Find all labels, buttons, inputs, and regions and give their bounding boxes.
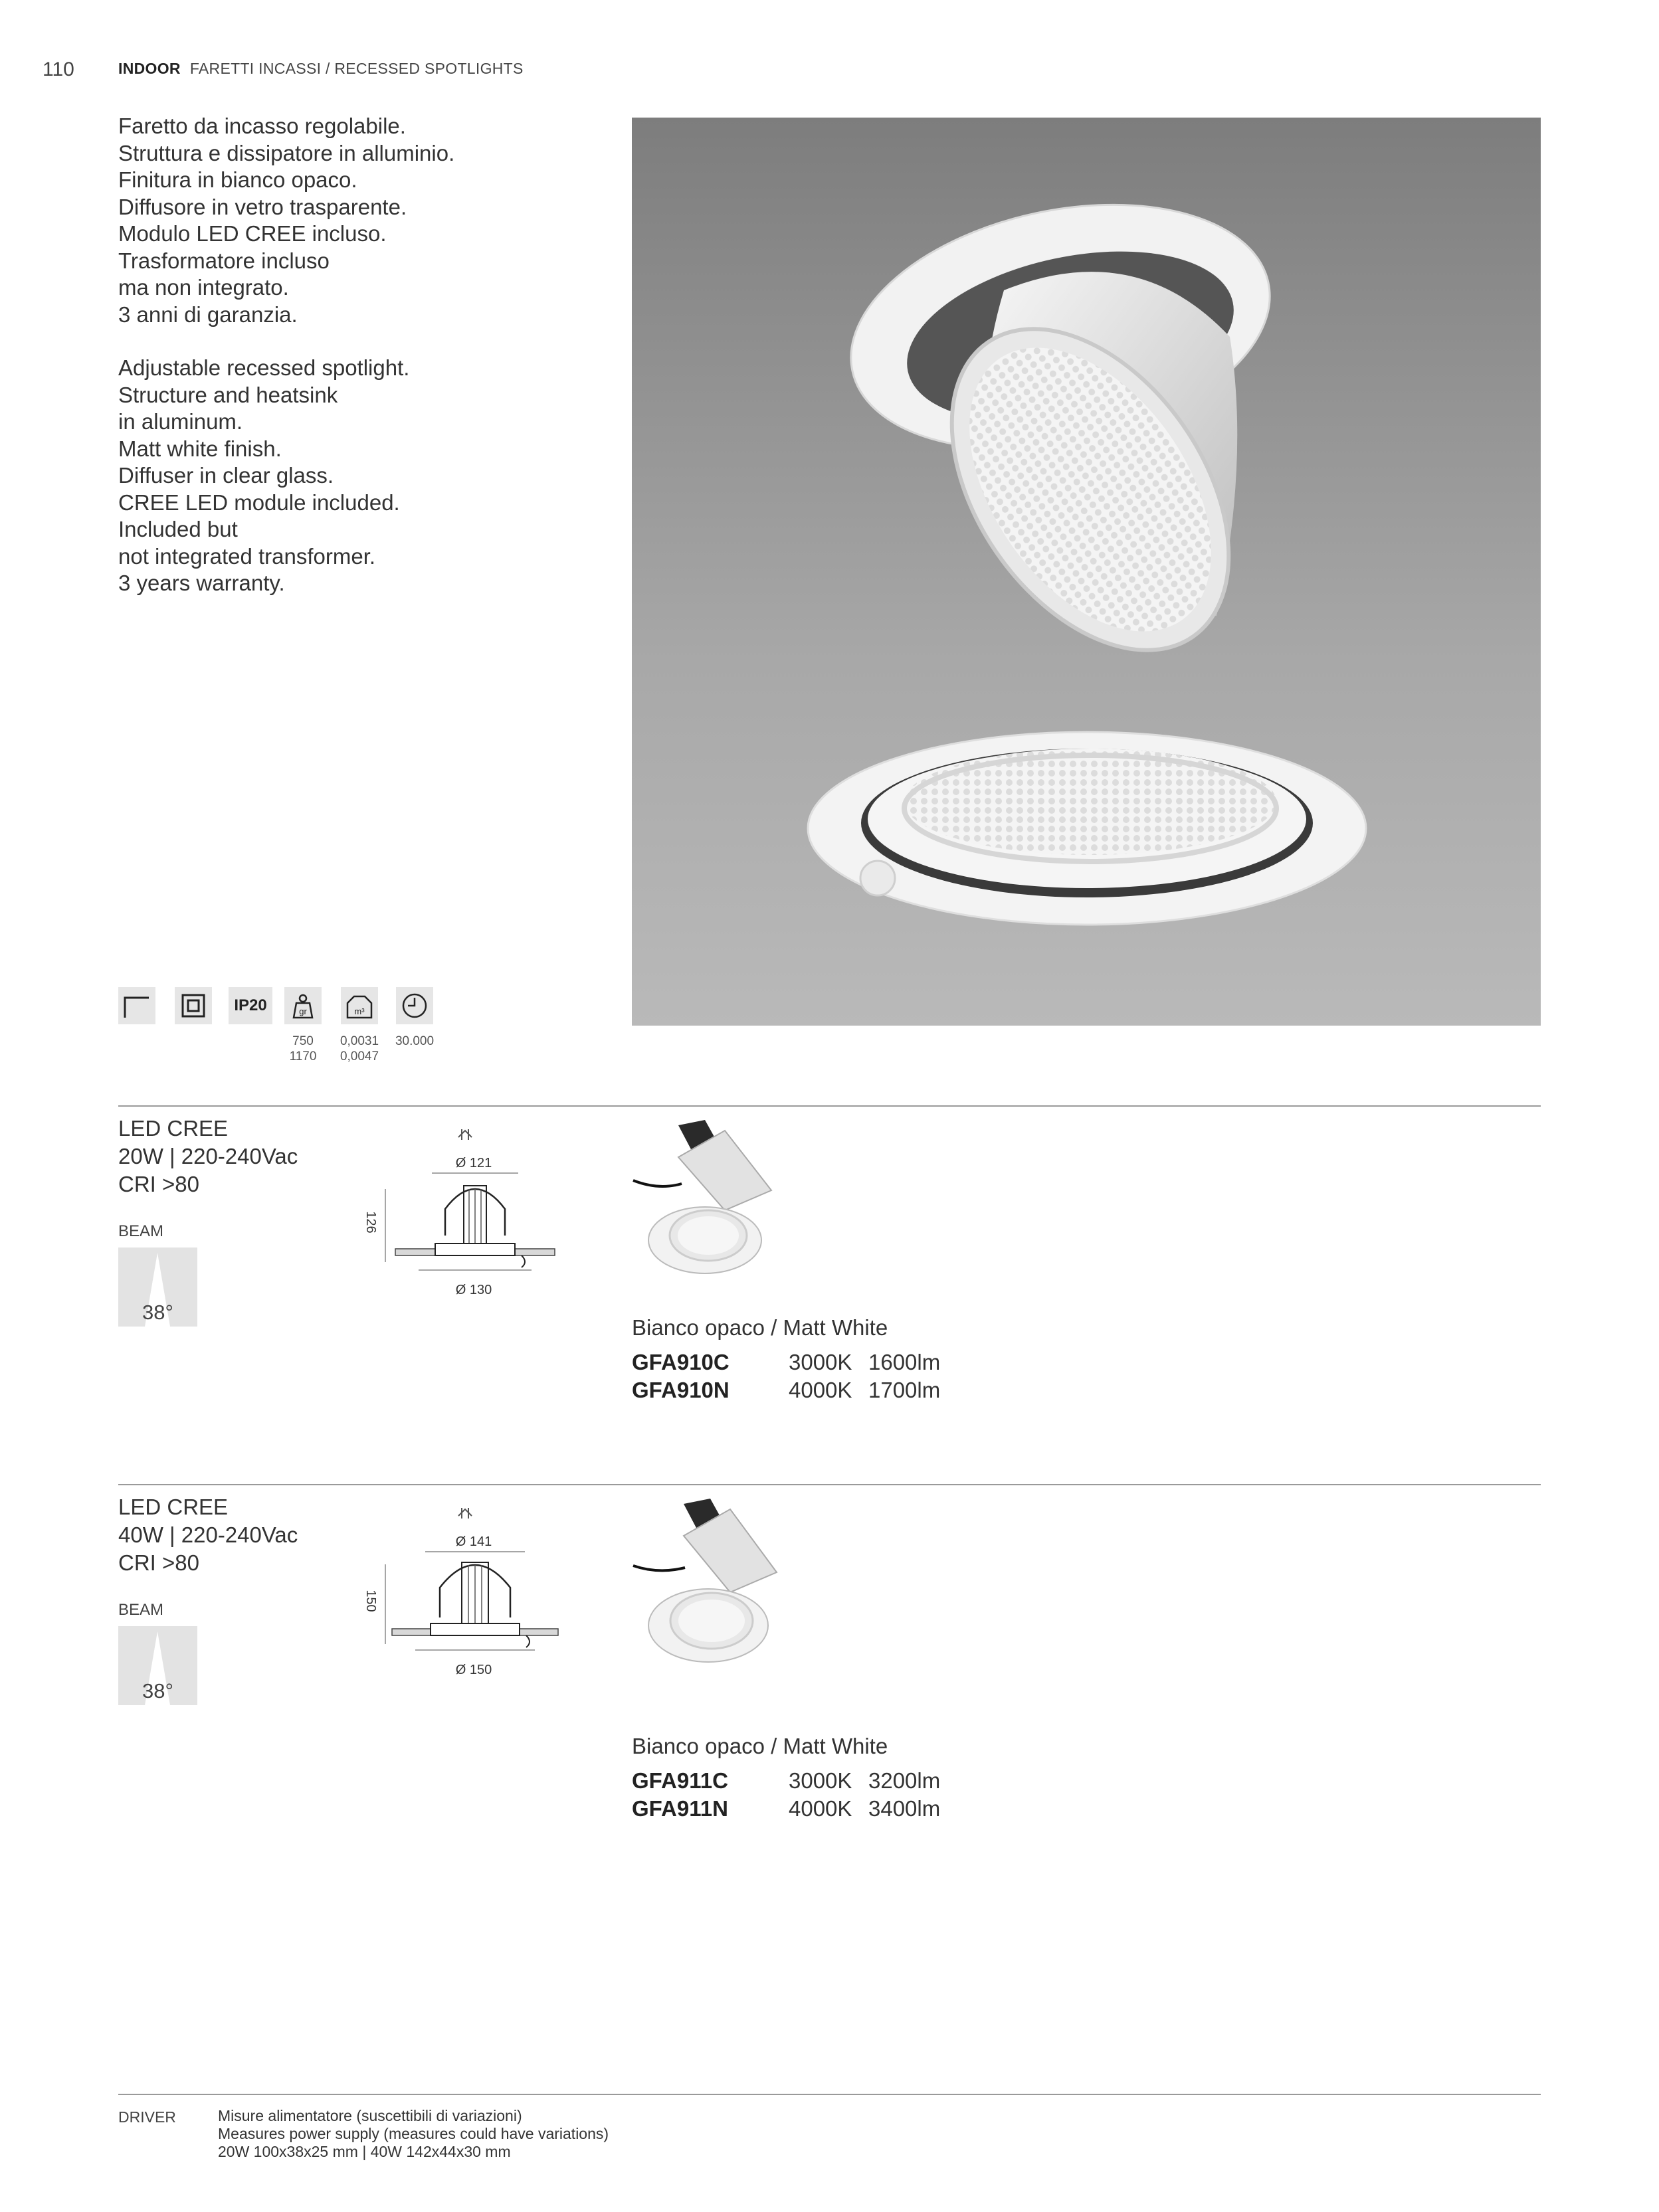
description-en-line: not integrated transformer. [118, 543, 376, 569]
weight-values [273, 1034, 333, 1064]
product-description [118, 113, 454, 597]
volume-value: 0,0047 [340, 1050, 379, 1063]
lumen-output: 3400lm [868, 1796, 941, 1821]
product-spec-40w [118, 1493, 298, 1577]
product-codes-40w [632, 1767, 940, 1823]
section-label: INDOOR [118, 60, 181, 77]
tilt-icon [458, 1508, 472, 1519]
product-spec-20w [118, 1115, 298, 1198]
description-it-line: Trasformatore incluso [118, 248, 330, 273]
product-code: GFA910C [632, 1350, 730, 1374]
description-en-line: Included but [118, 517, 238, 541]
dim-height: 150 [363, 1590, 378, 1612]
dim-bottom-diameter: Ø 150 [455, 1663, 492, 1677]
spec-line: 40W | 220-240Vac [118, 1522, 298, 1547]
driver-label: DRIVER [118, 2108, 176, 2126]
product-code-row [632, 1795, 940, 1823]
dim-top-diameter: Ø 121 [455, 1156, 492, 1170]
dim-bottom-diameter: Ø 130 [455, 1283, 492, 1297]
product-code-row [632, 1348, 940, 1376]
description-en-line: Diffuser in clear glass. [118, 463, 334, 488]
section-title: FARETTI INCASSI / RECESSED SPOTLIGHTS [189, 60, 524, 77]
recessed-mount-icon [118, 987, 155, 1024]
dimension-diagram-40w [359, 1501, 571, 1687]
volume-icon [341, 987, 378, 1024]
lifetime-value: 30.000 [395, 1034, 435, 1048]
dimension-diagram-20w [359, 1123, 571, 1309]
description-spacer [118, 328, 454, 355]
weight-icon [284, 987, 322, 1024]
spotlight-illustration [632, 118, 1541, 1026]
spec-line: 20W | 220-240Vac [118, 1144, 298, 1168]
page-header [118, 60, 524, 78]
product-codes-20w [632, 1348, 940, 1404]
dim-top-diameter: Ø 141 [455, 1534, 492, 1549]
color-temperature: 3000K [789, 1350, 852, 1374]
beam-angle-value: 38° [142, 1679, 173, 1703]
section-divider [118, 1105, 1541, 1107]
description-en-line: Structure and heatsink [118, 382, 338, 407]
product-code: GFA911N [632, 1796, 728, 1821]
spec-line: CRI >80 [118, 1172, 199, 1196]
tilt-icon [458, 1129, 472, 1140]
lumen-output: 1600lm [868, 1350, 941, 1374]
spec-line: CRI >80 [118, 1550, 199, 1575]
lifetime-clock-icon [396, 987, 433, 1024]
footer-divider [118, 2094, 1541, 2095]
section-divider [118, 1484, 1541, 1485]
color-temperature: 4000K [789, 1378, 852, 1402]
spec-line: LED CREE [118, 1495, 229, 1519]
driver-note-line: Measures power supply (measures could have variations) [218, 2125, 609, 2142]
ip-rating-badge: IP20 [229, 987, 272, 1024]
lumen-output: 1700lm [868, 1378, 941, 1402]
volume-value: 0,0031 [340, 1034, 379, 1048]
color-temperature: 3000K [789, 1768, 852, 1793]
description-en-line: in aluminum. [118, 409, 243, 434]
description-en-line: CREE LED module included. [118, 490, 400, 515]
color-temperature: 4000K [789, 1796, 852, 1821]
dim-height: 126 [363, 1211, 378, 1234]
product-photo-40w [632, 1496, 805, 1669]
description-it-line: Diffusore in vetro trasparente. [118, 194, 407, 219]
description-en-line: 3 years warranty. [118, 571, 285, 595]
volume-values [330, 1034, 389, 1064]
product-photo-20w [632, 1117, 805, 1277]
weight-unit: gr [299, 1006, 307, 1016]
volume-unit: m³ [354, 1006, 365, 1016]
finish-label: Bianco opaco / Matt White [632, 1734, 888, 1758]
description-en-line: Adjustable recessed spotlight. [118, 355, 410, 380]
description-it-line: Faretto da incasso regolabile. [118, 114, 406, 138]
lumen-output: 3200lm [868, 1768, 941, 1793]
weight-value: 1170 [289, 1050, 317, 1063]
hero-product-photo [632, 118, 1541, 1026]
driver-notes [218, 2107, 609, 2161]
description-en-line: Matt white finish. [118, 436, 282, 461]
product-code: GFA910N [632, 1378, 730, 1402]
product-code-row [632, 1767, 940, 1795]
product-code: GFA911C [632, 1768, 728, 1793]
driver-note-line: 20W 100x38x25 mm | 40W 142x44x30 mm [218, 2143, 511, 2160]
description-it-line: ma non integrato. [118, 275, 289, 300]
description-it-line: 3 anni di garanzia. [118, 302, 298, 327]
beam-label: BEAM [118, 1222, 164, 1240]
class-two-insulation-icon [175, 987, 212, 1024]
description-it-line: Modulo LED CREE incluso. [118, 221, 387, 246]
finish-label: Bianco opaco / Matt White [632, 1315, 888, 1340]
driver-note-line: Misure alimentatore (suscettibili di variazioni) [218, 2107, 522, 2124]
spec-line: LED CREE [118, 1116, 229, 1141]
beam-label: BEAM [118, 1601, 164, 1619]
description-it-line: Struttura e dissipatore in alluminio. [118, 140, 455, 165]
page-number: 110 [43, 58, 74, 80]
weight-value: 750 [292, 1034, 314, 1048]
beam-angle-value: 38° [142, 1301, 173, 1324]
product-code-row [632, 1376, 940, 1404]
description-it-line: Finitura in bianco opaco. [118, 167, 357, 192]
